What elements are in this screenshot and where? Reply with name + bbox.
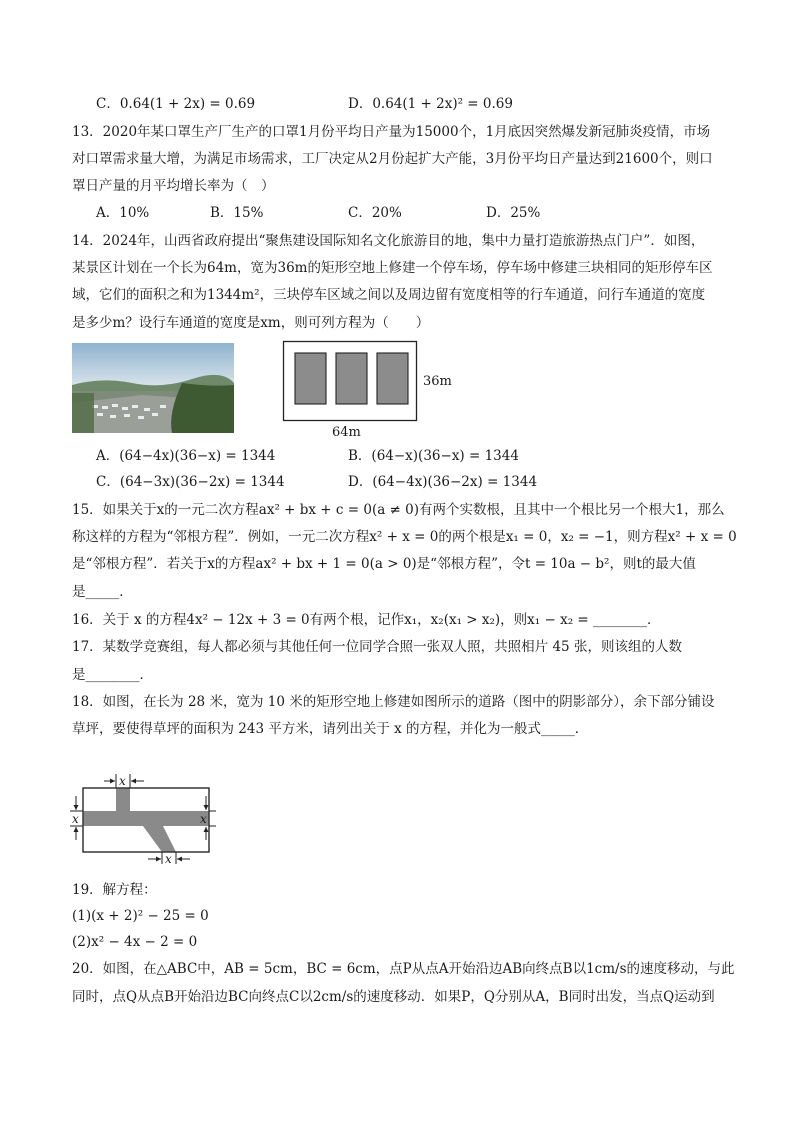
q12-option-c: C．0.64(1 + 2x) = 0.69 [96,96,256,112]
parking-area-1 [295,353,326,404]
horizontal-road [83,811,209,826]
q14-option-b: B．(64−x)(36−x) = 1344 [348,448,519,464]
q13-option-a: A．10% [96,205,150,221]
q13-line-3: 罩日产量的月平均增长率为（ ） [72,178,275,194]
q20-line-1: 20．如图，在△ABC中，AB = 5cm，BC = 6cm，点P从点A开始沿边AB向终点B以1cm/s的速度移动，与此 [72,961,735,977]
top-x-label: x [119,774,126,788]
right-x-label: x [200,812,207,826]
q15-line-4: 是_____． [72,584,133,600]
parking-area-3 [377,353,408,404]
q18-line-1: 18．如图，在长为 28 米，宽为 10 米的矩形空地上修建如图所示的道路（图中的阴影部分），余下部分铺设 [72,694,715,710]
length-label: 64m [332,425,361,440]
left-x-label: x [72,812,79,826]
q13-line-1: 13．2020年某口罩生产厂生产的口罩1月份平均日产量为15000个，1月底因突然爆发新冠肺炎疫情，市场 [72,124,711,140]
q19-line-3: (2)x² − 4x − 2 = 0 [72,934,198,950]
q19-line-1: 19．解方程： [72,882,157,898]
q15-line-2: 称这样的方程为“邻根方程”．例如，一元二次方程x² + x = 0的两个根是x₁ = 0，x₂ = −1，则方程x² + x = 0 [72,529,737,545]
q18-line-2: 草坪，要使得草坪的面积为 243 平方米，请列出关于 x 的方程，并化为一般式_____． [72,721,589,737]
parking-lot-diagram [282,340,472,444]
bottom-x-label: x [165,852,172,866]
q13-option-c: C．20% [348,205,402,221]
parking-area-2 [336,353,367,404]
q13-option-d: D．25% [486,205,541,221]
q12-option-d: D．0.64(1 + 2x)² = 0.69 [348,96,513,112]
q14-line-4: 是多少m？设行车通道的宽度是xm，则可列方程为（ ） [72,315,430,331]
q17-line-1: 17．某数学竞赛组，每人都必须与其他任何一位同学合照一张双人照，共照相片 45 张，则该组的人数 [72,639,682,655]
parking-lot-photo [72,343,234,433]
road-diagram [68,768,218,872]
q14-option-a: A．(64−4x)(36−x) = 1344 [96,448,276,464]
q14-option-c: C．(64−3x)(36−2x) = 1344 [96,474,285,490]
q15-line-3: 是“邻根方程”．若关于x的方程ax² + bx + 1 = 0(a > 0)是“邻根方程”，令t = 10a − b²，则t的最大值 [72,556,696,572]
q20-line-2: 同时，点Q从点B开始沿边BC向终点C以2cm/s的速度移动．如果P，Q分别从A，B同时出发，当点Q运动到 [72,989,715,1005]
q15-line-1: 15．如果关于x的一元二次方程ax² + bx + c = 0(a ≠ 0)有两个实数根，且其中一个根比另一个根大1，那么 [72,502,725,518]
width-label: 36m [423,374,452,389]
vertical-road [116,788,130,811]
q13-option-b: B．15% [210,205,264,221]
q14-line-2: 某景区计划在一个长为64m，宽为36m的矩形空地上修建一个停车场，停车场中修建三块相同的矩形停车区 [72,260,713,276]
q13-line-2: 对口罩需求量大增，为满足市场需求，工厂决定从2月份起扩大产能，3月份平均日产量达到21600个，则口 [72,151,713,167]
q17-line-2: 是________． [72,667,153,683]
q19-line-2: (1)(x + 2)² − 25 = 0 [72,908,209,924]
q16-line-1: 16．关于 x 的方程4x² − 12x + 3 = 0有两个根，记作x₁，x₂(x₁ > x₂)，则x₁ − x₂ = ________． [72,612,661,628]
q14-option-d: D．(64−4x)(36−2x) = 1344 [348,474,538,490]
q14-line-3: 域，它们的面积之和为1344m²，三块停车区域之间以及周边留有宽度相等的行车通道，问行车通道的宽度 [72,287,706,303]
q14-line-1: 14．2024年，山西省政府提出“聚焦建设国际知名文化旅游目的地，集中力量打造旅游热点门户”．如图， [72,233,705,249]
